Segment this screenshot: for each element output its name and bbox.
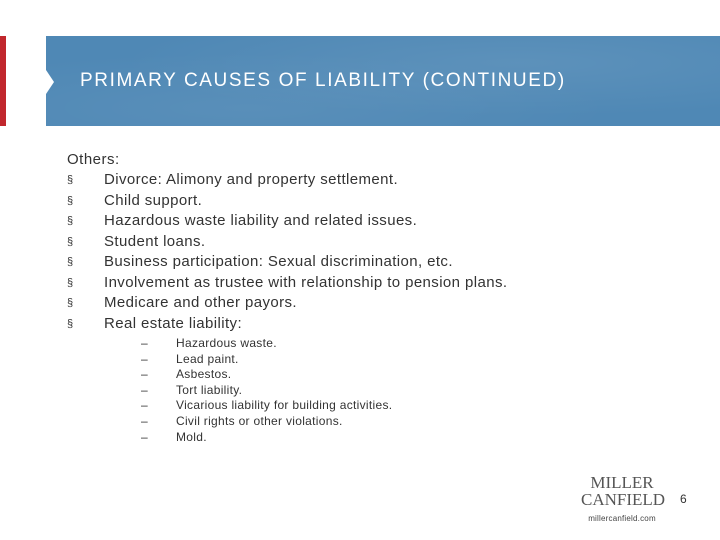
- sub-item-text: Lead paint.: [176, 351, 239, 366]
- bullet-icon: §: [67, 235, 74, 248]
- list-item-text: Hazardous waste liability and related issues.: [104, 212, 418, 229]
- intro-label: Others:: [67, 151, 120, 168]
- dash-icon: –: [141, 429, 148, 444]
- list-item-text: Business participation: Sexual discrimination, etc.: [104, 253, 453, 270]
- logo-url: millercanfield.com: [588, 514, 656, 523]
- sub-list-item: [104, 398, 687, 414]
- logo-line-2: CANFIELD: [581, 490, 666, 509]
- dash-icon: –: [141, 398, 148, 413]
- sub-item-text: Asbestos.: [176, 367, 232, 382]
- page-number: 6: [680, 492, 687, 506]
- list-item-text: Divorce: Alimony and property settlement.: [104, 171, 399, 188]
- sub-item-text: Tort liability.: [176, 382, 243, 397]
- sub-list-item: [104, 352, 687, 368]
- bullet-icon: §: [67, 297, 74, 309]
- bullet-icon: §: [67, 256, 74, 268]
- dash-icon: –: [141, 336, 148, 350]
- list-item: [67, 252, 687, 273]
- list-item-text: Child support.: [104, 191, 203, 209]
- list-item: [67, 273, 687, 294]
- list-item-text: Involvement as trustee with relationship to pension plans.: [104, 273, 508, 291]
- list-item-text: Medicare and other payors.: [104, 294, 297, 311]
- slide-title: PRIMARY CAUSES OF LIABILITY (CONTINUED): [80, 70, 566, 91]
- list-item-text: Real estate liability:: [104, 314, 243, 332]
- list-item: [67, 170, 687, 191]
- list-item: [67, 232, 687, 253]
- sub-item-text: Vicarious liability for building activities.: [176, 398, 393, 413]
- list-item: [67, 293, 687, 314]
- dash-icon: –: [141, 413, 148, 428]
- sub-list-item: [104, 336, 687, 352]
- sub-item-text: Hazardous waste.: [176, 336, 277, 350]
- bullet-icon: §: [67, 317, 74, 330]
- sub-list-item: [104, 430, 687, 446]
- bullet-icon: §: [67, 215, 74, 227]
- sub-list-item: [104, 414, 687, 430]
- dash-icon: –: [141, 351, 148, 366]
- list-item: [67, 314, 687, 446]
- bullet-icon: §: [67, 174, 74, 186]
- sub-item-text: Mold.: [176, 429, 207, 444]
- list-item: [67, 191, 687, 212]
- banner-notch: [46, 70, 54, 94]
- company-logo: [581, 473, 666, 523]
- sub-list: [104, 336, 687, 445]
- list-item: [67, 211, 687, 232]
- bullet-list: [67, 170, 687, 445]
- accent-bar: [0, 36, 6, 126]
- bullet-icon: §: [67, 194, 74, 207]
- bullet-icon: §: [67, 276, 74, 289]
- sub-list-item: [104, 367, 687, 383]
- sub-list-item: [104, 383, 687, 399]
- sub-item-text: Civil rights or other violations.: [176, 413, 343, 428]
- slide-content: [67, 150, 687, 445]
- dash-icon: –: [141, 367, 148, 382]
- list-item-text: Student loans.: [104, 232, 206, 250]
- logo-line-1: MILLER: [590, 473, 654, 492]
- dash-icon: –: [141, 382, 148, 397]
